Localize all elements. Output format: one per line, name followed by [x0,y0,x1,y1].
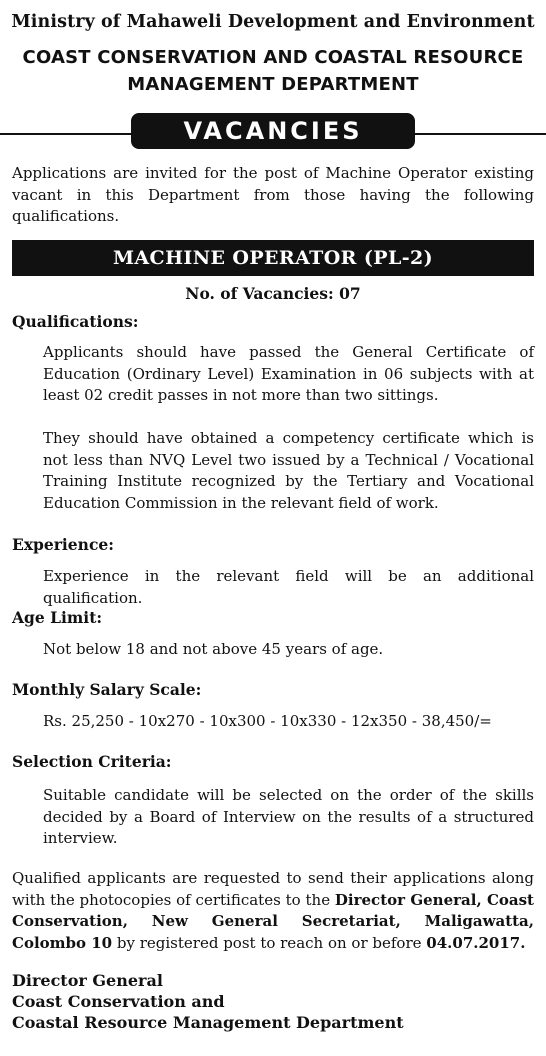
department-name-line2: MANAGEMENT DEPARTMENT [127,74,419,95]
intro-paragraph: Applications are invited for the post of Machine Operator existing vacant in this Department from those having the following qualifications. [12,164,534,225]
department-name-line1: COAST CONSERVATION AND COASTAL RESOURCE [22,47,524,68]
selection-heading: Selection Criteria: [12,752,172,771]
salary-heading: Monthly Salary Scale: [12,680,202,699]
signature-org-line1: Coast Conservation and [12,992,225,1011]
qualifications-paragraph-2: They should have obtained a competency certificate which is not less than NVQ Level two issued by a Technical / Vocational Training Institute recognized by the Tertiary and Vocational Education Commission in the relevant field of work. [43,429,534,512]
signature-org-line2: Coastal Resource Management Department [12,1013,404,1032]
vacancies-banner [0,113,546,149]
salary-text: Rs. 25,250 - 10x270 - 10x300 - 10x330 - 12x350 - 38,450/= [43,712,492,730]
closing-paragraph [12,868,534,954]
ministry-name: Ministry of Mahaweli Development and Environment [11,12,535,32]
signature-title: Director General [12,971,163,990]
closing-text-1: Qualified applicants are requested to send their applications along with the photocopies of certificates to the [12,869,534,909]
closing-date: 04.07.2017 [426,933,521,952]
experience-heading: Experience: [12,535,114,554]
age-limit-heading: Age Limit: [12,608,103,627]
signature-block [12,970,404,1033]
age-limit-text: Not below 18 and not above 45 years of age. [43,640,384,658]
vacancies-title: VACANCIES [131,113,415,149]
closing-text-3: . [520,933,526,952]
vacancy-count: No. of Vacancies: 07 [185,284,361,303]
qualifications-heading: Qualifications: [12,312,139,331]
selection-text: Suitable candidate will be selected on the order of the skills decided by a Board of Interview on the results of a structured interview. [43,786,534,847]
department-name [0,44,546,98]
qualifications-paragraph-1: Applicants should have passed the General Certificate of Education (Ordinary Level) Examination in 06 subjects with at least 02 credit passes in not more than two sittings. [43,343,534,404]
closing-address: Director General, Coast Conservation, New General Secretariat, Maligawatta, Colombo 10 [12,890,534,952]
post-title: MACHINE OPERATOR (PL-2) [12,240,534,276]
closing-text-2: by registered post to reach on or before [112,933,427,952]
experience-text: Experience in the relevant field will be an additional qualification. [43,567,534,607]
